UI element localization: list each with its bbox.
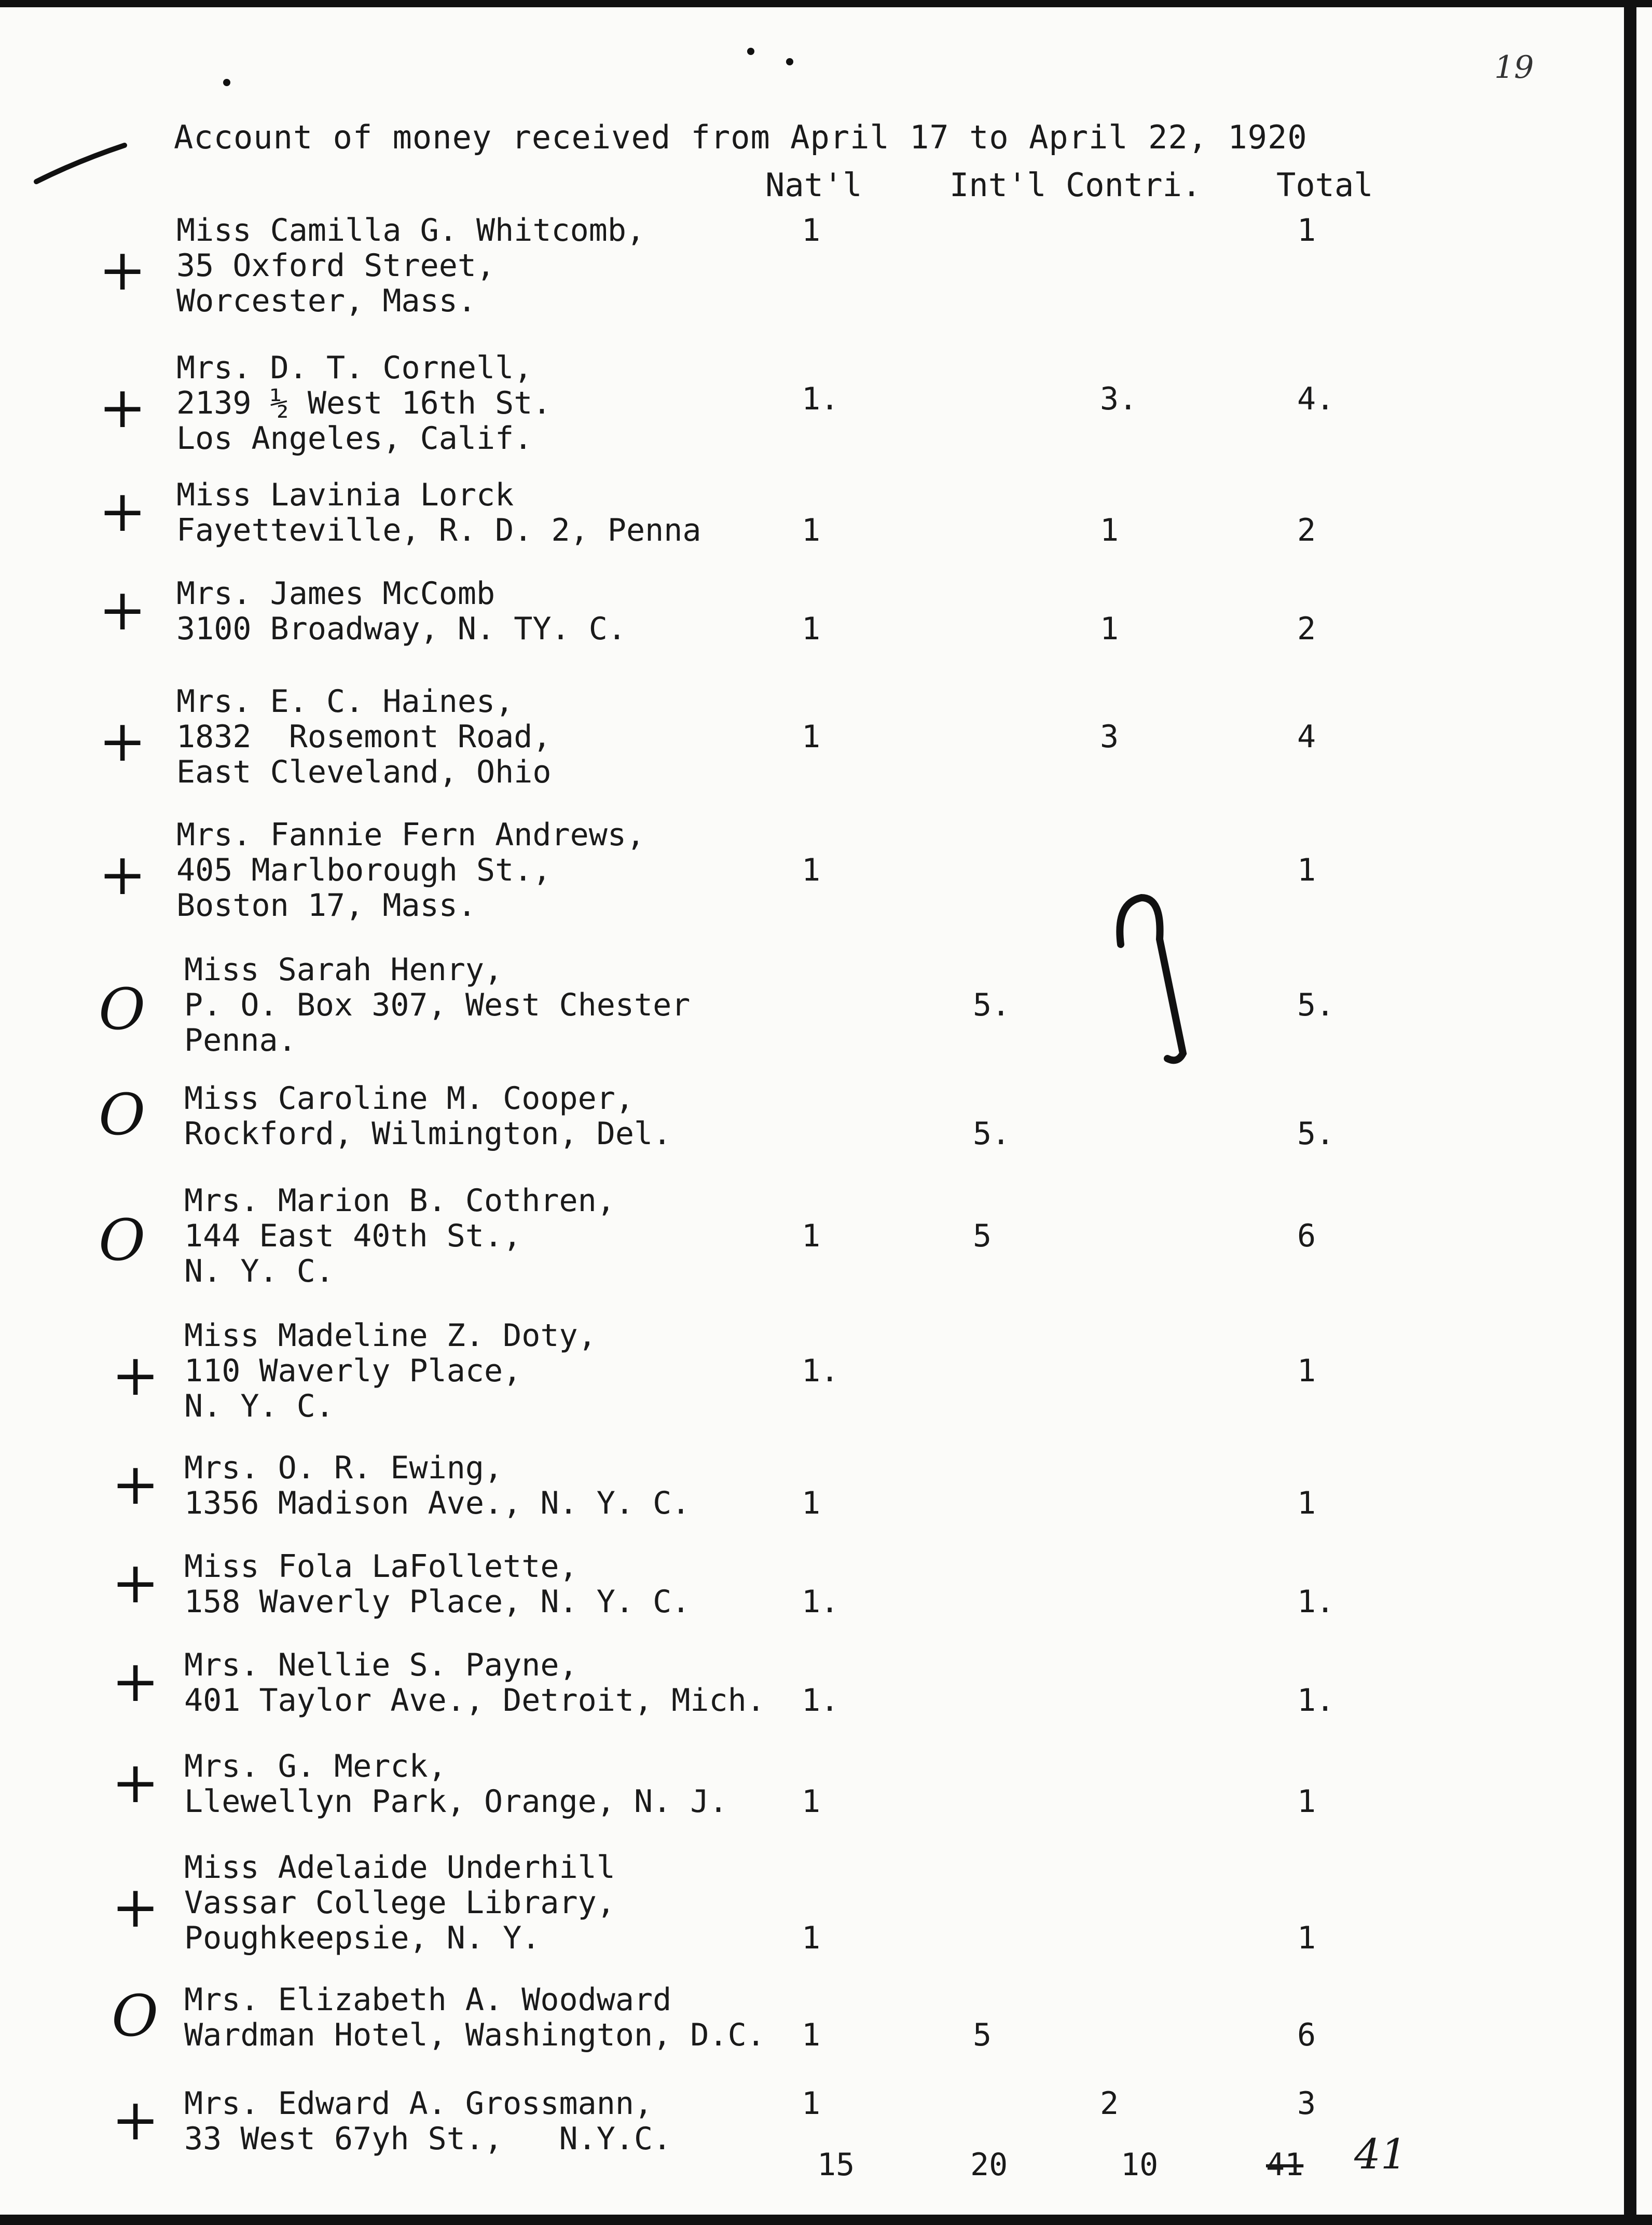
entry-address	[184, 2086, 671, 2157]
entry-address-line: 3100 Broadway, N. TY. C.	[176, 611, 626, 647]
table-row	[0, 817, 1608, 923]
table-row	[0, 213, 1608, 319]
entry-total-value: 1.	[1297, 1584, 1335, 1620]
entry-natl-value: 1	[802, 1485, 821, 1521]
handwritten-page-number: 19	[1494, 49, 1534, 86]
entry-address-line: Llewellyn Park, Orange, N. J.	[184, 1783, 728, 1820]
entry-name: Miss Lavinia Lorck	[176, 477, 514, 513]
table-row	[0, 952, 1608, 1058]
tick-mark-icon: +	[112, 1749, 160, 1816]
circle-mark-icon: O	[112, 1983, 159, 2049]
tick-mark-icon: +	[99, 237, 147, 303]
tick-mark-icon: +	[99, 708, 147, 774]
ink-speck	[786, 58, 793, 65]
table-row	[0, 1982, 1608, 2053]
entry-natl-value: 1	[802, 212, 821, 249]
entry-address	[184, 952, 690, 1058]
scan-border-bottom	[0, 2215, 1652, 2225]
entry-name: Miss Camilla G. Whitcomb,	[176, 212, 645, 249]
table-row	[0, 1081, 1608, 1151]
check-stroke-icon	[31, 135, 135, 192]
column-header-natl: Nat'l	[765, 166, 862, 204]
entry-name: Mrs. O. R. Ewing,	[184, 1450, 503, 1486]
entry-natl-value: 1	[802, 611, 821, 647]
entry-address	[184, 1081, 671, 1151]
entry-intl-value: 5.	[973, 987, 1011, 1023]
entry-address-line: Fayetteville, R. D. 2, Penna	[176, 512, 701, 548]
entry-contri-value: 3	[1100, 719, 1119, 755]
entry-address-line: Wardman Hotel, Washington, D.C.	[184, 2017, 765, 2053]
table-row	[0, 477, 1608, 548]
entry-address	[184, 1549, 690, 1619]
entry-name: Miss Sarah Henry,	[184, 952, 503, 988]
entry-address-line: 1832 Rosemont Road,	[176, 719, 552, 755]
entry-address-line: 2139 ½ West 16th St.	[176, 385, 552, 421]
entry-address	[184, 1749, 728, 1819]
total-contri: 10	[1121, 2147, 1159, 2183]
entry-address	[184, 1982, 765, 2053]
entry-name: Mrs. Fannie Fern Andrews,	[176, 817, 645, 853]
entry-name: Miss Caroline M. Cooper,	[184, 1080, 634, 1117]
entry-natl-value: 1	[802, 1783, 821, 1820]
ink-speck	[223, 79, 230, 86]
entry-address	[184, 1318, 597, 1424]
circle-mark-icon: O	[99, 976, 146, 1042]
entry-name: Miss Adelaide Underhill	[184, 1849, 615, 1886]
entry-address	[176, 684, 551, 790]
ink-speck	[747, 48, 754, 55]
entry-address-line: 144 East 40th St.,	[184, 1218, 522, 1254]
table-row	[0, 1450, 1608, 1521]
entry-total-value: 1	[1297, 852, 1316, 888]
entry-address-line: 35 Oxford Street,	[176, 248, 495, 284]
tick-mark-icon: +	[112, 1342, 160, 1408]
entry-intl-value: 5.	[973, 1116, 1011, 1152]
tick-mark-icon: +	[112, 1648, 160, 1714]
entry-contri-value: 1	[1100, 512, 1119, 548]
entry-address-line: Vassar College Library,	[184, 1885, 615, 1921]
entry-address	[176, 350, 551, 456]
tick-mark-icon: +	[112, 2086, 160, 2153]
entry-intl-value: 5	[973, 2017, 992, 2053]
entry-name: Mrs. Nellie S. Payne,	[184, 1647, 578, 1683]
table-row	[0, 350, 1608, 456]
entry-natl-value: 1	[802, 1920, 821, 1956]
entry-natl-value: 1	[802, 719, 821, 755]
entry-address-line: 1356 Madison Ave., N. Y. C.	[184, 1485, 691, 1521]
total-natl: 15	[817, 2147, 855, 2183]
tick-mark-icon: +	[99, 478, 147, 544]
entry-contri-value: 2	[1100, 2085, 1119, 2122]
entry-address	[184, 1850, 615, 1956]
table-row	[0, 1850, 1608, 1956]
tick-mark-icon: +	[112, 1874, 160, 1940]
entry-address-line: 33 West 67yh St., N.Y.C.	[184, 2121, 672, 2157]
table-row	[0, 1183, 1608, 1289]
circle-mark-icon: O	[99, 1207, 146, 1273]
entry-address-line: N. Y. C.	[184, 1388, 334, 1424]
entry-name: Miss Fola LaFollette,	[184, 1548, 578, 1585]
table-row	[0, 1318, 1608, 1424]
tick-mark-icon: +	[99, 576, 147, 643]
entry-address	[184, 1183, 615, 1289]
entry-total-value: 5.	[1297, 1116, 1335, 1152]
entry-natl-value: 1.	[802, 1353, 839, 1389]
tick-mark-icon: +	[99, 841, 147, 908]
entry-address-line: 401 Taylor Ave., Detroit, Mich.	[184, 1682, 765, 1719]
entry-natl-value: 1	[802, 512, 821, 548]
tick-mark-icon: +	[99, 374, 147, 441]
table-row	[0, 684, 1608, 790]
entry-total-value: 4	[1297, 719, 1316, 755]
entry-total-value: 3	[1297, 2085, 1316, 2122]
entry-address-line: 158 Waverly Place, N. Y. C.	[184, 1584, 691, 1620]
entry-name: Mrs. G. Merck,	[184, 1748, 447, 1784]
entry-total-value: 1	[1297, 212, 1316, 249]
entry-name: Mrs. Edward A. Grossmann,	[184, 2085, 653, 2122]
table-row	[0, 576, 1608, 647]
entry-name: Mrs. D. T. Cornell,	[176, 350, 533, 386]
entry-total-value: 1.	[1297, 1682, 1335, 1719]
entry-address	[176, 817, 645, 923]
entry-name: Mrs. Elizabeth A. Woodward	[184, 1982, 672, 2018]
tick-mark-icon: +	[112, 1549, 160, 1616]
total-sum-handwritten: 41	[1354, 2130, 1407, 2178]
entry-address-line: East Cleveland, Ohio	[176, 754, 552, 790]
entry-total-value: 1	[1297, 1353, 1316, 1389]
entry-total-value: 6	[1297, 1218, 1316, 1254]
entry-address-line: Worcester, Mass.	[176, 283, 476, 319]
entry-contri-value: 3.	[1100, 381, 1138, 417]
entry-name: Mrs. Marion B. Cothren,	[184, 1183, 615, 1219]
entry-address-line: N. Y. C.	[184, 1253, 334, 1289]
entry-natl-value: 1.	[802, 381, 839, 417]
entry-address-line: 405 Marlborough St.,	[176, 852, 552, 888]
entry-total-value: 4.	[1297, 381, 1335, 417]
circle-mark-icon: O	[99, 1081, 146, 1148]
entry-total-value: 2	[1297, 512, 1316, 548]
scan-border-right	[1624, 0, 1636, 2225]
entry-total-value: 5.	[1297, 987, 1335, 1023]
entry-address	[176, 576, 626, 647]
table-row	[0, 1749, 1608, 1819]
entry-address-line: Rockford, Wilmington, Del.	[184, 1116, 672, 1152]
total-sum-struck: 41	[1266, 2147, 1304, 2183]
entry-address-line: 110 Waverly Place,	[184, 1353, 522, 1389]
entry-natl-value: 1	[802, 2085, 821, 2122]
entry-address	[176, 477, 701, 548]
entry-total-value: 6	[1297, 2017, 1316, 2053]
total-intl: 20	[970, 2147, 1008, 2183]
column-header-total: Total	[1276, 166, 1373, 204]
entry-intl-value: 5	[973, 1218, 992, 1254]
entry-contri-value: 1	[1100, 611, 1119, 647]
entry-address-line: Los Angeles, Calif.	[176, 420, 533, 457]
entry-total-value: 1	[1297, 1920, 1316, 1956]
tick-mark-icon: +	[112, 1451, 160, 1517]
table-row	[0, 1647, 1608, 1718]
entry-address	[184, 1450, 690, 1521]
entry-total-value: 2	[1297, 611, 1316, 647]
entry-address-line: P. O. Box 307, West Chester	[184, 987, 691, 1023]
entry-address	[184, 1647, 765, 1718]
entry-natl-value: 1	[802, 852, 821, 888]
entry-natl-value: 1.	[802, 1682, 839, 1719]
entry-total-value: 1	[1297, 1783, 1316, 1820]
entry-natl-value: 1	[802, 1218, 821, 1254]
entry-natl-value: 1	[802, 2017, 821, 2053]
entry-name: Mrs. James McComb	[176, 575, 495, 612]
entry-address-line: Penna.	[184, 1022, 297, 1059]
column-header-intl-contri: Int'l Contri.	[949, 166, 1202, 204]
scan-border-top	[0, 0, 1652, 7]
entry-total-value: 1	[1297, 1485, 1316, 1521]
entry-natl-value: 1.	[802, 1584, 839, 1620]
table-row	[0, 1549, 1608, 1619]
entry-address	[176, 213, 645, 319]
entry-address-line: Boston 17, Mass.	[176, 887, 476, 924]
document-title: Account of money received from April 17 to April 22, 1920	[174, 118, 1307, 156]
entry-name: Miss Madeline Z. Doty,	[184, 1317, 597, 1354]
entry-name: Mrs. E. C. Haines,	[176, 683, 514, 720]
entry-address-line: Poughkeepsie, N. Y.	[184, 1920, 541, 1956]
